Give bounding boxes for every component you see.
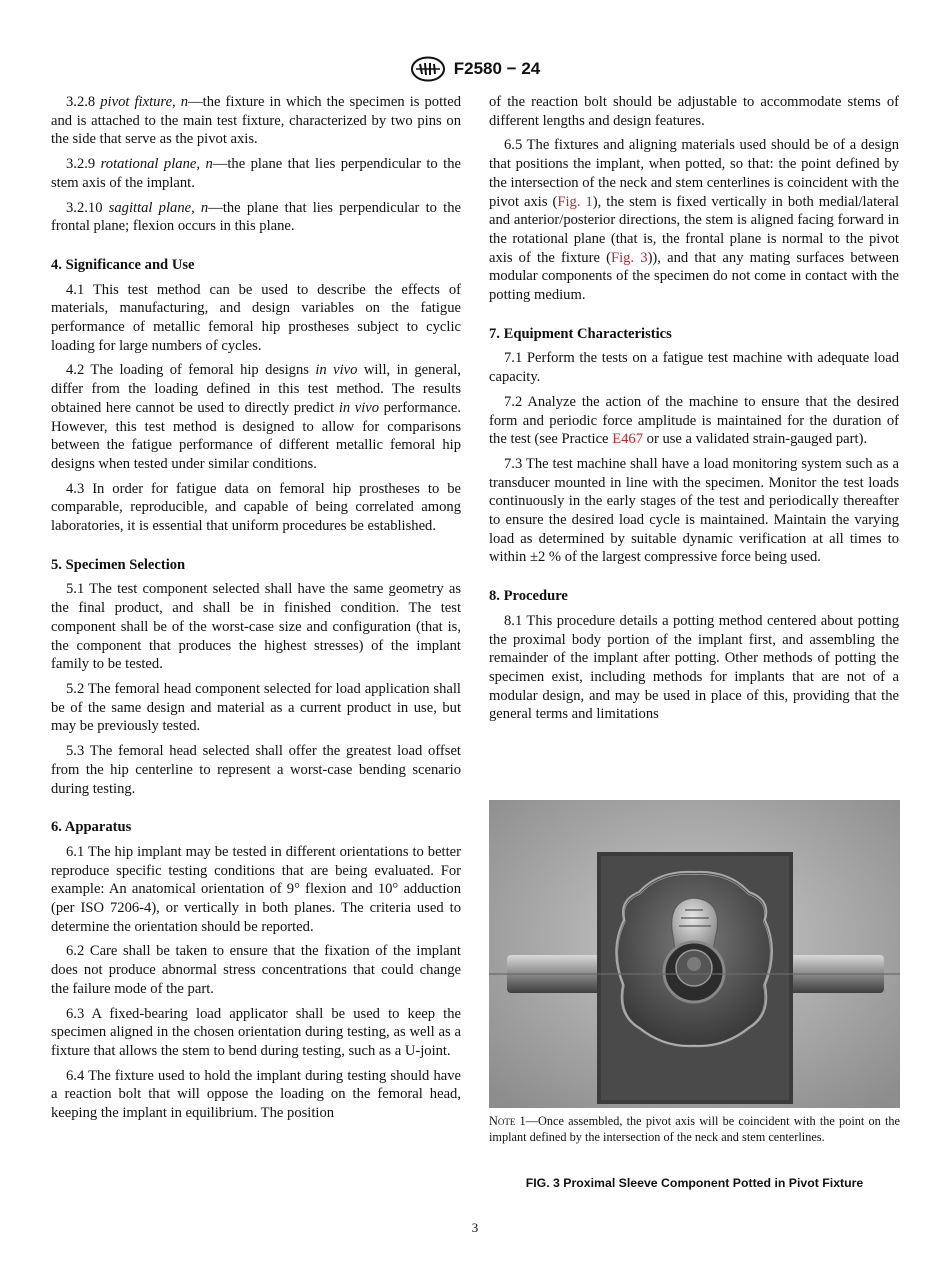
note-label: Note 1 [489,1114,526,1128]
paragraph-6-4: 6.4 The fixture used to hold the implant during testing should have a reaction bolt that will oppose the loading on the femoral head, keeping the implant in equilibrium. The position [51,1067,461,1122]
paragraph-4-3: 4.3 In order for fatigue data on femoral hip prostheses to be comparable, reproducible, and capable of being correlated among laboratories, it is essential that uniform procedures be established. [51,480,461,535]
paragraph-5-2: 5.2 The femoral head component selected for load application shall be of the same design and material as a current product in use, but may be previously tested. [51,680,461,735]
section-heading-7: 7. Equipment Characteristics [489,325,672,342]
paragraph-7-3: 7.3 The test machine shall have a load monitoring system such as a transducer mounted in line with the specimen. Monitor the test loads continuously in the early stages of the test and periodically thereafter to ensure the desired load cycle is maintained. Maintain the varying load as determined by suitable dynamic verification at all times to within ±2 % of the largest compressive force being used. [489,455,899,566]
section-heading-8: 8. Procedure [489,588,568,605]
section-heading-4: 4. Significance and Use [51,256,195,273]
figure-caption: FIG. 3 Proximal Sleeve Component Potted in Pivot Fixture [525,1176,864,1190]
section-heading-6: 6. Apparatus [51,819,132,836]
astm-logo-icon [410,56,446,82]
pivot-fixture-illustration [489,800,900,1108]
paragraph-4-2: 4.2 The loading of femoral hip designs in vivo will, in general, differ from the loading defined in this test method. The results obtained here cannot be used to directly predict in vivo performance. However, this test method is designed to allow for comparisons between the fatigue performance of different metallic femoral hip designs when tested under similar conditions. [51,362,461,472]
fig-1-link[interactable]: Fig. 1 [557,193,593,210]
paragraph-6-1: 6.1 The hip implant may be tested in different orientations to better reproduce specific testing conditions that are being evaluated. For example: An anatomical orientation of 9° flexion and 10° adduction (per ISO 7206-4), or vertically in both planes. The criteria used to determine the orientation should be reported. [51,843,461,935]
note-text: —Once assembled, the pivot axis will be coincident with the point on the implant defined by the intersection of the neck and stem centerlines. [489,1114,900,1144]
section-heading-5: 5. Specimen Selection [51,556,186,573]
paragraph-8-1: 8.1 This procedure details a potting method centered about potting the proximal body portion of the implant first, and assembling the remainder of the implant after potting. Other methods of potting the specimen exist, including methods for implants that are not of a modular design, and may be used in place of this, providing that the general terms and limitations [489,612,899,723]
right-column [489,93,899,730]
paragraph-3-2-10: 3.2.10 sagittal plane, n—the plane that lies perpendicular to the frontal plane; flexion occurs in this plane. [51,199,461,235]
left-column [51,93,461,1129]
fig-3-link[interactable]: Fig. 3 [610,249,648,266]
paragraph-6-4-continued: of the reaction bolt should be adjustable to accommodate stems of different lengths and design features. [489,94,899,129]
paragraph-6-2: 6.2 Care shall be taken to ensure that the fixation of the implant does not produce abnormal stress concentrations that could change the failure mode of the part. [51,943,461,997]
paragraph-5-3: 5.3 The femoral head selected shall offer the greatest load offset from the hip centerline to represent a worst-case bending scenario during testing. [51,743,461,797]
paragraph-3-2-8: 3.2.8 pivot fixture, n—the fixture in which the specimen is potted and is attached to the main test fixture, characterized by two pins on the side that serve as the pivot axis. [51,94,461,148]
paragraph-3-2-9: 3.2.9 rotational plane, n—the plane that lies perpendicular to the stem axis of the implant. [51,156,461,191]
paragraph-6-5: 6.5 The fixtures and aligning materials used should be of a design that positions the implant, when potted, so that: the point defined by the intersection of the neck and stem centerlines is coincident with the pivot axis (Fig. 1), the stem is fixed vertically in both medial/lateral and anterior/posterior directions, the stem is aligned facing forward in the rotational plane (that is, the frontal plane is normal to the pivot axis of the fixture (Fig. 3)), and that any mating surfaces between modular components of the specimen do not come in contact with the potting medium. [489,137,900,304]
e467-link[interactable]: E467 [612,431,643,448]
paragraph-4-1: 4.1 This test method can be used to describe the effects of materials, manufacturing, and design variables on the fatigue performance of metallic femoral hip prostheses subject to cyclic loading for large numbers of cycles. [51,281,461,354]
paragraph-5-1: 5.1 The test component selected shall have the same geometry as the final product, and shall be in finished condition. The test component shall be of the worst-case size and configuration (that is, the component that produces the highest stresses) of the implant family to be tested. [51,581,461,673]
page-number: 3 [471,1220,479,1235]
paragraph-6-3: 6.3 A fixed-bearing load applicator shall be used to keep the specimen aligned in the chosen orientation during testing, as well as a fixture that allows the stem to bend during testing, such as a U-joint. [51,1005,461,1059]
document-id: F2580 − 24 [453,59,541,78]
paragraph-7-2: 7.2 Analyze the action of the machine to ensure that the desired form and periodic force amplitude is maintained for the duration of the test (see Practice E467 or use a validated strain-gauged part). [489,393,899,448]
page-header [0,56,950,82]
paragraph-7-1: 7.1 Perform the tests on a fatigue test machine with adequate load capacity. [489,350,899,386]
figure-3-photo [489,800,900,1108]
figure-note [489,1114,900,1145]
